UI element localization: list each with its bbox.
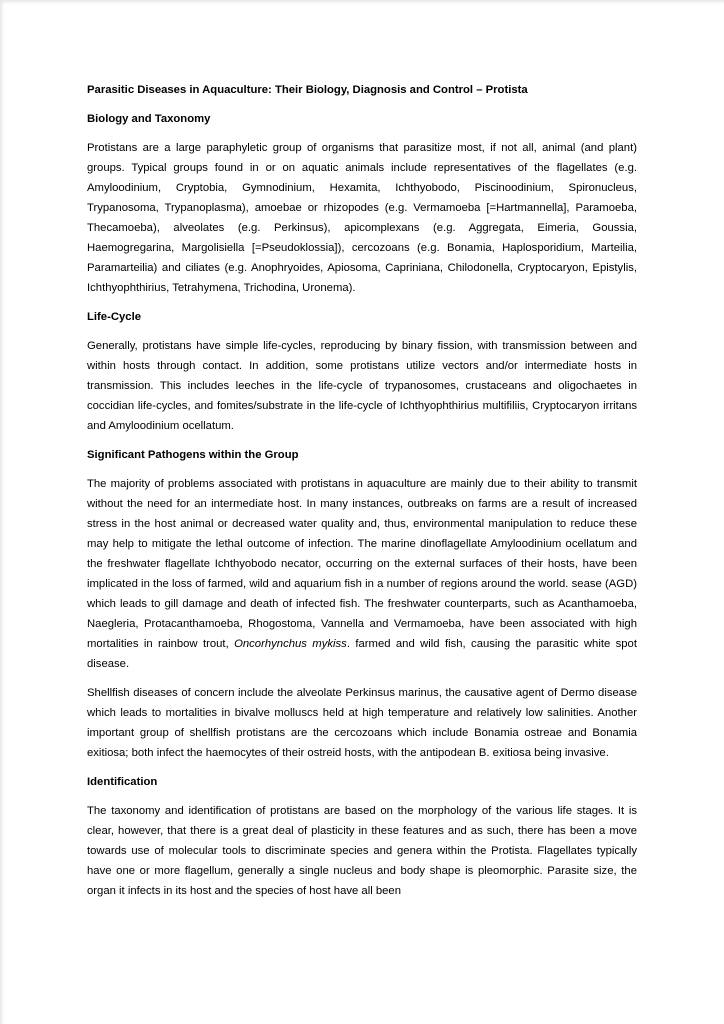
section-heading-2: Significant Pathogens within the Group (87, 449, 299, 461)
section-heading-3: Identification (87, 776, 158, 788)
paragraph: Protistans are a large paraphyletic group of organisms that parasitize most, if not all, animal (and plant) groups. Typical groups found in or on aquatic animals include representatives of the flagellates (e.g. Amyloodinium, Cryptobia, Gymnodinium, Hexamita, Ichthyobodo, Piscinoodinium, Spironucleus, Trypanosoma, Trypanoplasma), amoebae or rhizopodes (e.g. Vermamoeba [=Hartmannella], Paramoeba, Thecamoeba), alveolates (e.g. Perkinsus), apicomplexans (e.g. Aggregata, Eimeria, Goussia, Haemogregarina, Margolisiella [=Pseudoklossia]), cercozoans (e.g. Bonamia, Haplosporidium, Marteilia, Paramarteilia) and ciliates (e.g. Anophryoides, Apiosoma, Capriniana, Chilodonella, Cryptocaryon, Epistylis, Ichthyophthirius, Tetrahymena, Trichodina, Uronema). (87, 142, 637, 294)
paragraph: Generally, protistans have simple life-cycles, reproducing by binary fission, with transmission between and within hosts through contact. In addition, some protistans utilize vectors and/or intermediate hosts in transmission. This includes leeches in the life-cycle of trypanosomes, crustaceans and oligochaetes in coccidian life-cycles, and fomites/substrate in the life-cycle of Ichthyophthirius multifiliis, Cryptocaryon irritans and Amyloodinium ocellatum. (87, 340, 637, 432)
document-sections (87, 109, 637, 901)
italic-species-name: Oncorhynchus mykiss (234, 638, 347, 650)
section-heading-0: Biology and Taxonomy (87, 113, 211, 125)
section-heading-1: Life-Cycle (87, 311, 141, 323)
paragraph: The majority of problems associated with protistans in aquaculture are mainly due to their ability to transmit without the need for an intermediate host. In many instances, outbreaks on farms are a result of increased stress in the host animal or decreased water quality and, thus, environmental manipulation to reduce these may help to mitigate the lethal outcome of infection. The marine dinoflagellate Amyloodinium ocellatum and the freshwater flagellate Ichthyobodo necator, occurring on the external surfaces of their hosts, have been implicated in the loss of farmed, wild and aquarium fish in a number of regions around the world. sease (AGD) which leads to gill damage and death of infected fish. The freshwater counterparts, such as Acanthamoeba, Naegleria, Protacanthamoeba, Rhogostoma, Vannella and Vermamoeba, have been associated with high mortalities in rainbow trout, Oncorhynchus mykiss. farmed and wild fish, causing the parasitic white spot disease. (87, 478, 637, 670)
paragraph: The taxonomy and identification of protistans are based on the morphology of the various life stages. It is clear, however, that there is a great deal of plasticity in these features and as such, there has been a move towards use of molecular tools to discriminate species and genera within the Protista. Flagellates typically have one or more flagellum, generally a single nucleus and body shape is pleomorphic. Parasite size, the organ it infects in its host and the species of host have all been (87, 805, 637, 897)
paragraph: Shellfish diseases of concern include the alveolate Perkinsus marinus, the causative agent of Dermo disease which leads to mortalities in bivalve molluscs held at high temperature and relatively low salinities. Another important group of shellfish protistans are the cercozoans which include Bonamia ostreae and Bonamia exitiosa; both infect the haemocytes of their ostreid hosts, with the antipodean B. exitiosa being invasive. (87, 687, 637, 759)
document-title: Parasitic Diseases in Aquaculture: Their Biology, Diagnosis and Control – Protista (87, 84, 528, 96)
